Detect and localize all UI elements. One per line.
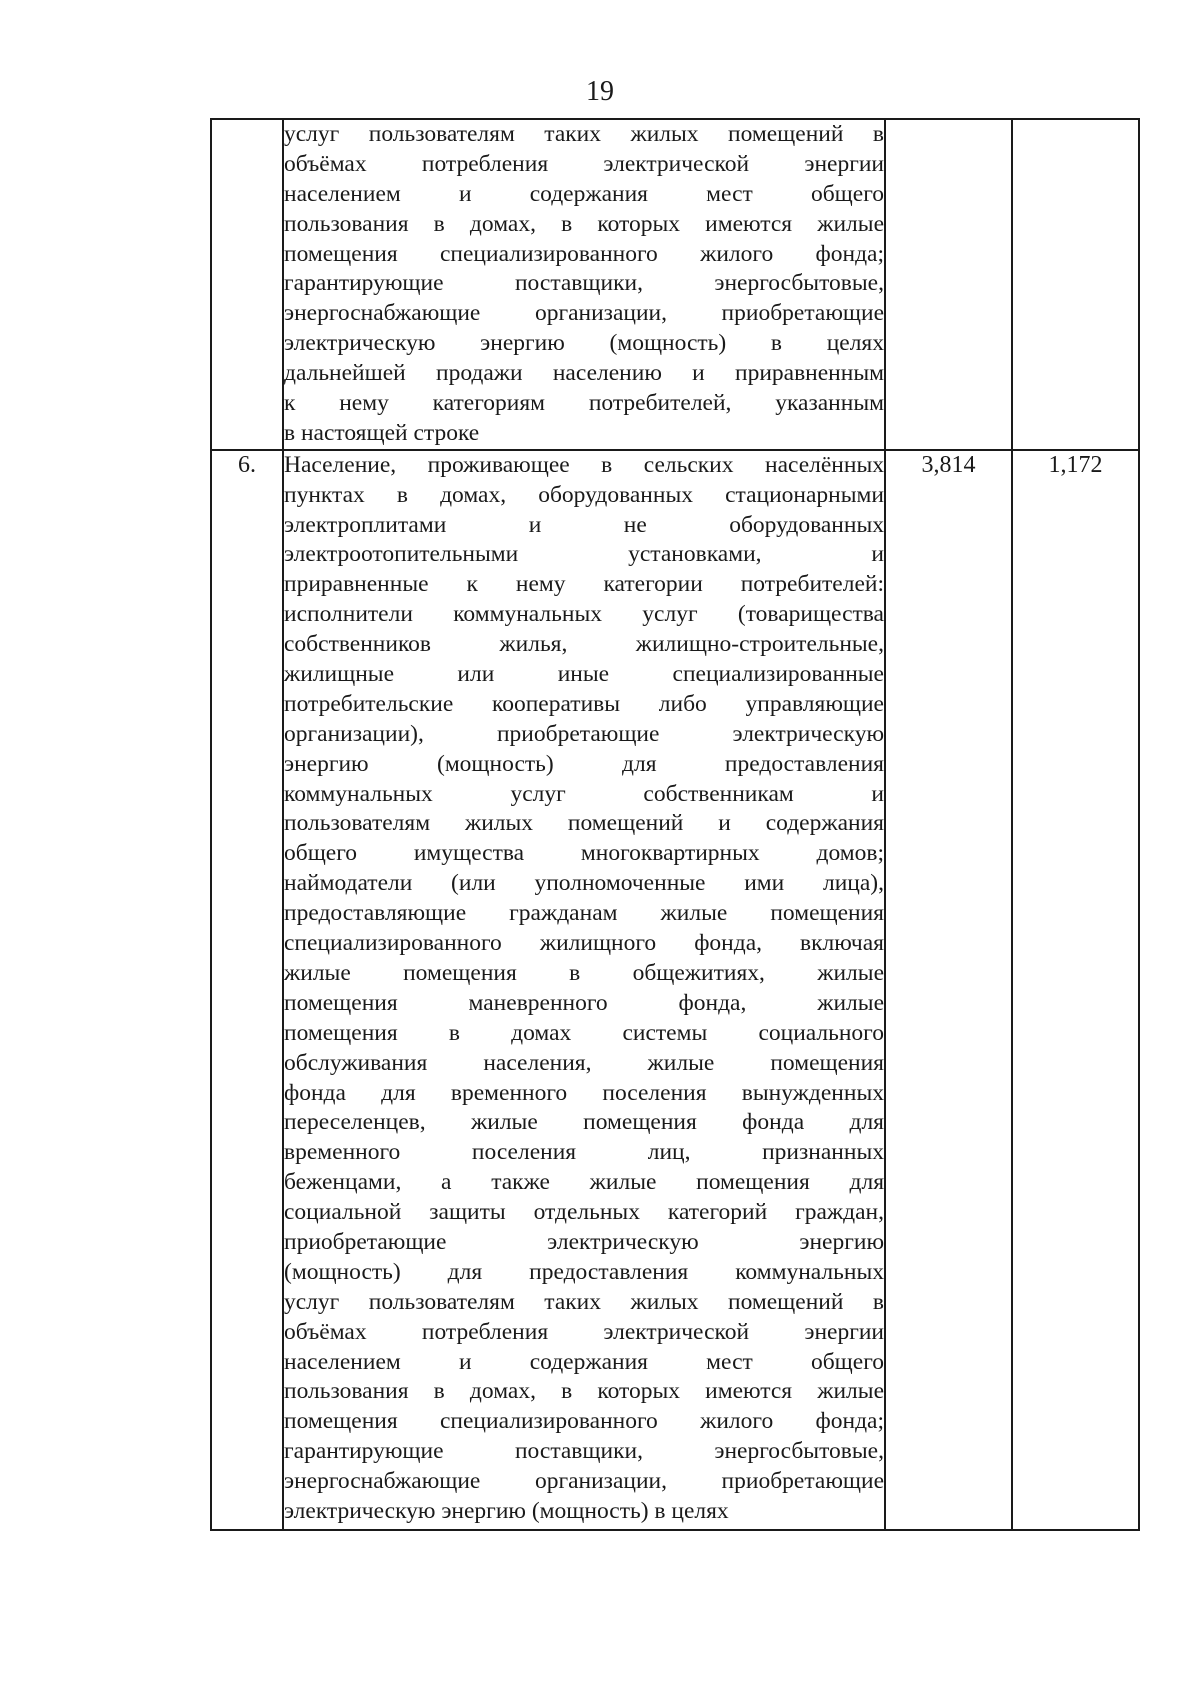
value-cell-2 xyxy=(1012,119,1139,450)
table-row xyxy=(211,119,1139,450)
table-row xyxy=(211,450,1139,1530)
row-description-cell xyxy=(283,450,885,1530)
description-line: (мощность) для предоставления коммунальных xyxy=(284,1258,884,1285)
description-line: дальнейшей продажи населению и приравненным xyxy=(284,360,884,387)
description-line: собственников жилья, жилищно-строительные, xyxy=(284,631,884,658)
description-line: в настоящей строке xyxy=(284,419,480,446)
table-body xyxy=(211,119,1139,1530)
description-line: помещения маневренного фонда, жилые xyxy=(284,989,884,1016)
description-line: помещения в домах системы социального xyxy=(284,1019,884,1046)
description-line: помещения специализированного жилого фонда; xyxy=(284,240,884,267)
description-line: наймодатели (или уполномоченные ими лица), xyxy=(284,870,884,897)
description-line: электрическую энергию (мощность) в целях xyxy=(284,1497,729,1524)
description-line: пользования в домах, в которых имеются жилые xyxy=(284,210,884,237)
description-line: приобретающие электрическую энергию xyxy=(284,1228,884,1255)
description-line: к нему категориям потребителей, указанным xyxy=(284,390,884,417)
description-line: населением и содержания мест общего xyxy=(284,1348,884,1375)
description-line: услуг пользователям таких жилых помещений в xyxy=(284,1288,884,1315)
value-cell-2: 1,172 xyxy=(1012,450,1139,1530)
row-number-cell: 6. xyxy=(211,450,283,1530)
description-line: энергоснабжающие организации, приобретающие xyxy=(284,300,884,327)
description-line: электроплитами и не оборудованных xyxy=(284,511,884,538)
description-line: гарантирующие поставщики, энергосбытовые, xyxy=(284,1438,884,1465)
description-line: Население, проживающее в сельских населённых xyxy=(284,451,884,478)
description-line: энергоснабжающие организации, приобретающие xyxy=(284,1468,884,1495)
row-number-cell xyxy=(211,119,283,450)
description-line: потребительские кооперативы либо управляющие xyxy=(284,690,884,717)
value-cell-1: 3,814 xyxy=(885,450,1012,1530)
description-line: общего имущества многоквартирных домов; xyxy=(284,840,884,867)
description-line: населением и содержания мест общего xyxy=(284,180,884,207)
description-line: предоставляющие гражданам жилые помещения xyxy=(284,900,884,927)
description-line: приравненные к нему категории потребителей: xyxy=(284,571,884,598)
description-line: электроотопительными установками, и xyxy=(284,541,884,568)
page-number: 19 xyxy=(586,76,614,107)
description-line: организации), приобретающие электрическую xyxy=(284,720,884,747)
description-line: гарантирующие поставщики, энергосбытовые, xyxy=(284,270,884,297)
description-line: переселенцев, жилые помещения фонда для xyxy=(284,1109,884,1136)
row-description-cell xyxy=(283,119,885,450)
description-line: электрическую энергию (мощность) в целях xyxy=(284,330,884,357)
description-line: пользования в домах, в которых имеются жилые xyxy=(284,1378,884,1405)
description-line: фонда для временного поселения вынужденных xyxy=(284,1079,884,1106)
description-line: коммунальных услуг собственникам и xyxy=(284,780,884,807)
description-line: исполнители коммунальных услуг (товарищества xyxy=(284,601,884,628)
description-line: пунктах в домах, оборудованных стационарными xyxy=(284,481,884,508)
description-line: пользователям жилых помещений и содержания xyxy=(284,810,884,837)
description-line: социальной защиты отдельных категорий граждан, xyxy=(284,1199,884,1226)
description-line: услуг пользователям таких жилых помещений в xyxy=(284,121,884,147)
description-line: беженцами, а также жилые помещения для xyxy=(284,1169,884,1196)
description-line: объёмах потребления электрической энергии xyxy=(284,150,884,177)
description-line: временного поселения лиц, признанных xyxy=(284,1139,884,1166)
description-line: объёмах потребления электрической энергии xyxy=(284,1318,884,1345)
description-line: энергию (мощность) для предоставления xyxy=(284,750,884,777)
description-line: обслуживания населения, жилые помещения xyxy=(284,1049,884,1076)
tariff-table xyxy=(210,118,1140,1531)
description-line: специализированного жилищного фонда, включая xyxy=(284,930,884,957)
value-cell-1 xyxy=(885,119,1012,450)
description-line: жилищные или иные специализированные xyxy=(284,661,884,688)
description-line: жилые помещения в общежитиях, жилые xyxy=(284,959,884,986)
description-line: помещения специализированного жилого фонда; xyxy=(284,1408,884,1435)
